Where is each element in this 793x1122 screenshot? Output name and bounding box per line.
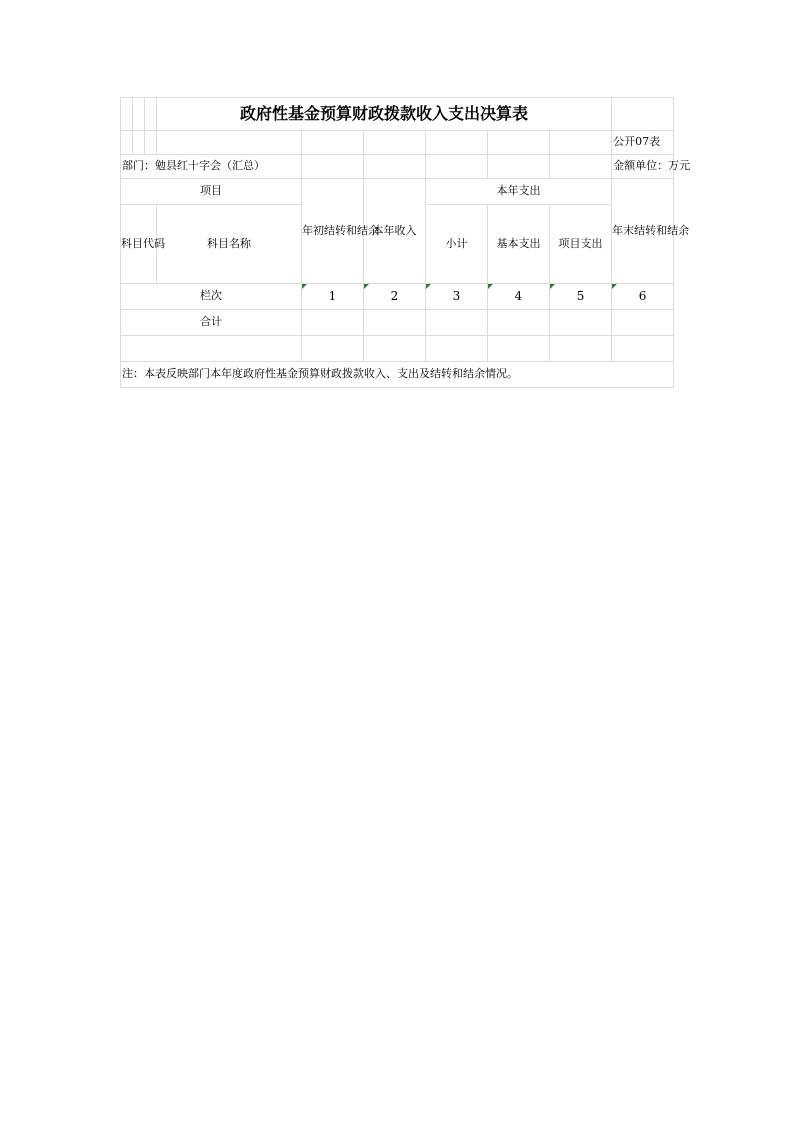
header-current-income: 本年收入	[364, 179, 426, 284]
header-current-expense: 本年支出	[426, 179, 612, 205]
column-number-cell[interactable]: 4	[488, 284, 550, 310]
column-number-cell[interactable]: 3	[426, 284, 488, 310]
total-cell[interactable]	[426, 310, 488, 336]
column-number-cell[interactable]: 6	[612, 284, 674, 310]
department-row	[121, 155, 674, 179]
column-number-label: 栏次	[121, 284, 302, 310]
total-cell[interactable]	[550, 310, 612, 336]
total-label: 合计	[121, 310, 302, 336]
header-project-expense: 项目支出	[550, 205, 612, 284]
table-title: 政府性基金预算财政拨款收入支出决算表	[157, 98, 612, 131]
title-row	[121, 98, 674, 131]
header-subtotal: 小计	[426, 205, 488, 284]
table-note: 注：本表反映部门本年度政府性基金预算财政拨款收入、支出及结转和结余情况。	[121, 362, 674, 388]
column-number-cell[interactable]: 1	[302, 284, 364, 310]
total-cell[interactable]	[302, 310, 364, 336]
empty-row	[121, 336, 674, 362]
column-number-cell[interactable]: 2	[364, 284, 426, 310]
header-subject-code: 科目代码	[121, 205, 157, 284]
budget-table	[120, 97, 691, 388]
header-begin-balance: 年初结转和结余	[302, 179, 364, 284]
note-row	[121, 362, 674, 388]
column-number-row	[121, 284, 674, 310]
total-row	[121, 310, 674, 336]
unit-label: 金额单位：万元	[612, 155, 674, 179]
header-basic-expense: 基本支出	[488, 205, 550, 284]
header-subject-name: 科目名称	[157, 205, 302, 284]
department-label: 部门：勉县红十字会（汇总）	[121, 155, 302, 179]
header-end-balance: 年末结转和结余	[612, 179, 674, 284]
column-number-cell[interactable]: 5	[550, 284, 612, 310]
total-cell[interactable]	[488, 310, 550, 336]
header-row-1	[121, 179, 674, 205]
header-item: 项目	[121, 179, 302, 205]
total-cell[interactable]	[612, 310, 674, 336]
total-cell[interactable]	[364, 310, 426, 336]
table-code: 公开07表	[612, 131, 674, 155]
code-row	[121, 131, 674, 155]
spreadsheet-sheet	[120, 97, 691, 388]
